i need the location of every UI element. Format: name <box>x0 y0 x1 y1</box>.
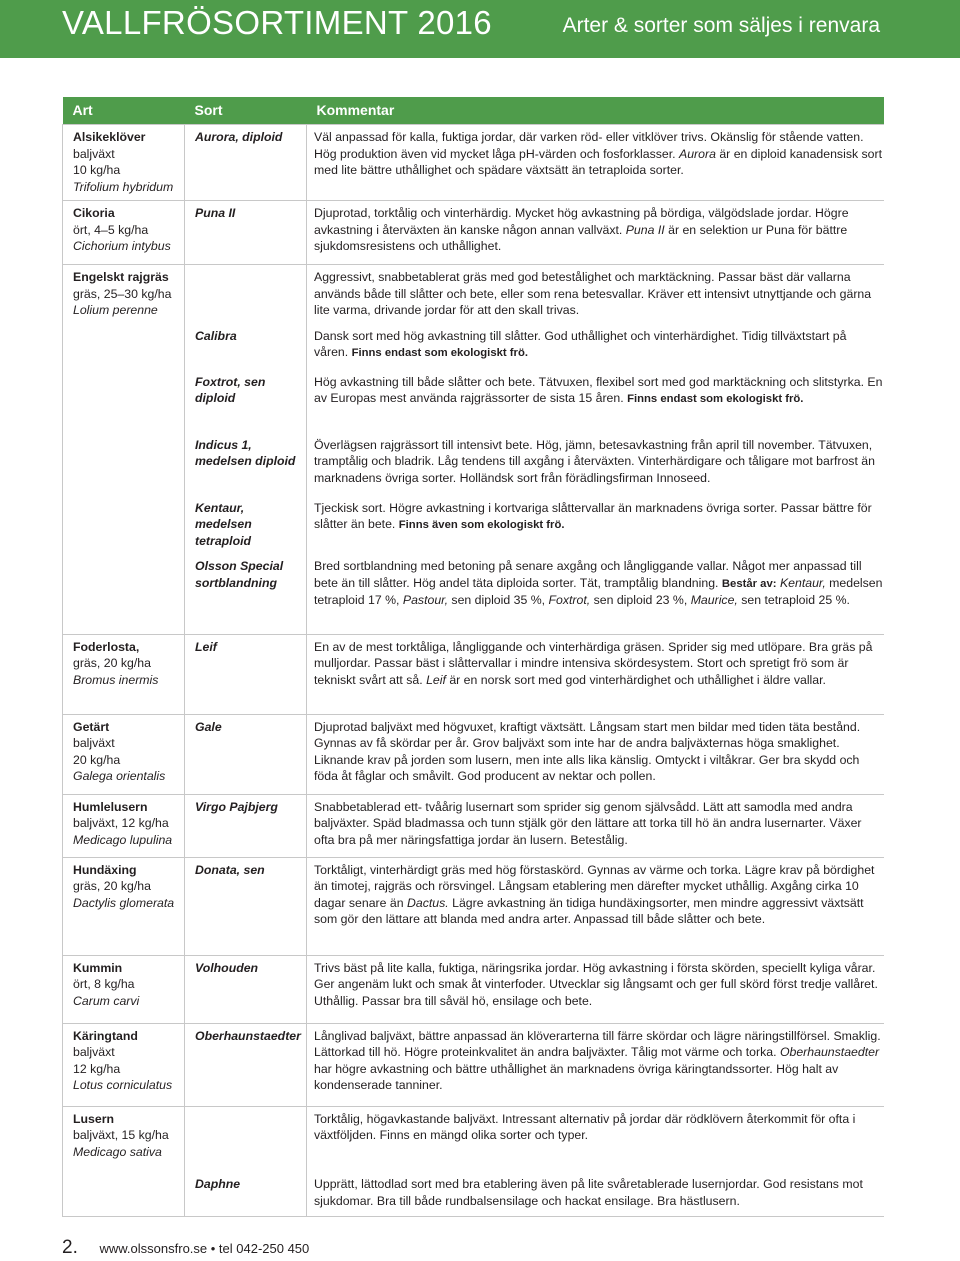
species-detail: 12 kg/ha <box>73 1061 121 1076</box>
table-row <box>63 1106 884 1172</box>
table-row <box>63 634 884 714</box>
table-row <box>63 955 884 1023</box>
table-row <box>63 496 884 555</box>
comment-cell <box>307 714 884 794</box>
comment-cell <box>307 265 884 324</box>
column-header-art: Art <box>63 97 185 125</box>
comment-text: Snabbetablerad ett- tvåårig lusernart som sprider sig genom självsådd. Lätt att samodla med andra baljväxter. Späd bladmassa och tunn stjälk gör den lättare att torka till hö än andra lusernarter. Växer ofta bra på mer näringsfattiga jordar än lusern. Betestålig. <box>314 799 862 847</box>
comment-cell <box>307 370 884 433</box>
species-cell <box>63 265 185 324</box>
comment-text: Djuprotad, torktålig och vinterhärdig. Mycket hög avkastning på bördiga, välgödslade jordar. Högre avkastning i återväxten än kanske någon annan vallväxt. <box>314 206 849 237</box>
species-name: Hundäxing <box>73 862 137 877</box>
variety-cell: Virgo Pajbjerg <box>185 794 307 857</box>
species-latin-name: Lotus corniculatus <box>73 1078 173 1092</box>
comment-text: Väl anpassad för kalla, fuktiga jordar, där varken röd- eller vitklöver trivs. Okänslig för stående vatten. Hög produktion även vid mycket låga pH-värden och fosforklasser. <box>314 130 864 161</box>
page-subtitle: Arter & sorter som säljes i renvara <box>562 14 880 37</box>
table-body <box>63 125 884 1217</box>
variety-cell: Volhouden <box>185 955 307 1023</box>
comment-text: Bred sortblandning med betoning på senare axgång och långliggande vallar. Något mer anpassad till bete än till slåtter. Hög andel täta diploida sorter. Tät, tramptålig blandning. <box>314 559 862 590</box>
species-detail: ört, 4–5 kg/ha <box>73 222 149 237</box>
species-cell <box>63 857 185 955</box>
species-detail: baljväxt <box>73 736 115 750</box>
species-cell <box>63 955 185 1023</box>
comment-note: Finns endast som ekologiskt frö. <box>351 347 528 359</box>
comment-cell <box>307 554 884 634</box>
table-row <box>63 265 884 324</box>
comment-text: Puna II <box>625 222 665 237</box>
comment-text: Oberhaunstaedter <box>779 1045 880 1059</box>
species-detail: 10 kg/ha <box>73 163 121 177</box>
comment-text: sen diploid 35 %, <box>448 593 549 607</box>
comment-cell <box>307 1023 884 1106</box>
comment-text: Pastour, <box>402 593 448 607</box>
variety-cell: Calibra <box>185 324 307 370</box>
table-row <box>63 324 884 370</box>
species-name: Engelskt rajgräs <box>73 270 169 284</box>
comment-text: Foxtrot, <box>548 593 591 607</box>
comment-text: Trivs bäst på lite kalla, fuktiga, näringsrika jordar. Hög avkastning i första skörden, speciellt kyliga vårar. Ger angenäm lukt och smak åt vinterfoder. Utvecklar sig långsamt och ger full skörd först tredje vallåret. Uthållig. Passar bra till såväl hö, ensilage och bete. <box>314 960 878 1008</box>
comment-cell <box>307 634 884 714</box>
species-latin-name: Carum carvi <box>73 993 140 1008</box>
species-detail: gräs, 20 kg/ha <box>73 656 151 670</box>
species-name: Käringtand <box>73 1028 138 1043</box>
comment-cell <box>307 496 884 555</box>
variety-cell: Oberhaunstaedter <box>185 1023 307 1106</box>
comment-text: sen tetraploid 25 %. <box>737 593 850 607</box>
table-row <box>63 857 884 955</box>
table-header-row <box>63 97 884 125</box>
species-name: Lusern <box>73 1111 114 1126</box>
variety-cell: Olsson Special sortblandning <box>185 554 307 634</box>
table-row <box>63 1172 884 1216</box>
species-cell <box>63 496 185 555</box>
species-name: Cikoria <box>73 206 115 220</box>
variety-cell: Puna II <box>185 201 307 265</box>
comment-text: Torktåligt, vinterhärdigt gräs med hög förstaskörd. Gynnas av värme och torka. Lägre krav på bördighet än timotej, rajgräs och rörsvingel. Långsam etablering men därefter mycket uthållig. Axgång cirka 10 dagar senare än <box>314 862 875 910</box>
comment-text: Leif <box>426 672 446 687</box>
comment-text: Dactus. <box>406 895 449 910</box>
table-row <box>63 125 884 201</box>
comment-cell <box>307 201 884 265</box>
header-banner <box>0 0 960 58</box>
comment-text: Torktålig, högavkastande baljväxt. Intressant alternativ på jordar där rödklövern återkommit för ofta i växtföljden. Finns en mängd olika sorter och typer. <box>314 1111 856 1142</box>
species-detail: baljväxt, 12 kg/ha <box>73 816 169 830</box>
comment-text: har högre avkastning och bättre uthållighet än marknadens övriga käringtandssorter. Hög halt av kondenserade tanniner. <box>314 1061 839 1092</box>
comment-text: Aurora <box>679 146 716 161</box>
comment-text: är en diploid kanadensisk sort med lite bättre uthållighet och spädare växtsätt än tetraploida sorter. <box>314 146 883 177</box>
comment-cell <box>307 433 884 496</box>
species-cell <box>63 370 185 433</box>
species-latin-name: Dactylis glomerata <box>73 895 175 910</box>
comment-text: Djuprotad baljväxt med högvuxet, kraftigt växtsätt. Långsam start men bildar med tiden täta bestånd. Gynnas av få skördar per år. Grov baljväxt som inte har de andra baljväxternas höga smaklighet. Liknande krav på jorden som lusern, men inte alls lika känslig. Omtyckt i viltåkrar. Ger bra skydd och föda åt fåglar och småvilt. God producent av nektar och pollen. <box>314 719 861 783</box>
species-cell <box>63 125 185 201</box>
comment-cell <box>307 324 884 370</box>
comment-cell <box>307 1106 884 1172</box>
comment-note: Finns endast som ekologiskt frö. <box>627 393 804 405</box>
column-header-sort: Sort <box>185 97 307 125</box>
species-cell <box>63 634 185 714</box>
table-row <box>63 554 884 634</box>
species-latin-name: Cichorium intybus <box>73 239 171 253</box>
comment-text: är en norsk sort med god vinterhärdighet och uthållighet i äldre vallar. <box>445 672 826 687</box>
species-detail: ört, 8 kg/ha <box>73 977 135 991</box>
species-cell <box>63 794 185 857</box>
species-latin-name: Galega orientalis <box>73 769 166 783</box>
table-row <box>63 714 884 794</box>
page-footer <box>62 1237 309 1259</box>
comment-text: Långlivad baljväxt, bättre anpassad än klöverarterna till färre skördar och lägre näringstillförsel. Smaklig. Lättorkad till hö. Högre proteinkvalitet än andra baljväxter. Tålig mot värme och torka. <box>314 1028 881 1059</box>
comment-cell <box>307 125 884 201</box>
comment-cell <box>307 1172 884 1216</box>
comment-text: är en selektion ur Puna för bättre sjukdomsresistens och uthållighet. <box>314 222 848 253</box>
variety-cell: Daphne <box>185 1172 307 1216</box>
comment-text: En av de mest torktåliga, långliggande och vinterhärdiga gräsen. Sprider sig med utlöpare. Bra gräs på mulljordar. Passar bäst i slåttervallar i mindre intensiva skördesystem. Stort och spretigt frö som är tekniskt svårt att så. <box>314 639 873 687</box>
table-row <box>63 794 884 857</box>
variety-cell: Indicus 1, medelsen diploid <box>185 433 307 496</box>
comment-text: Överlägsen rajgrässort till intensivt bete. Hög, jämn, betesavkastning från april till november. Tätvuxen, tramptålig och bladrik. Låg tendens till axgång i återväxten. Vinterhärdigare och tåligare mot barfrost än marknadens övriga sorter. Holländsk sort från förädlingsfirman Innoseed. <box>314 437 875 485</box>
variety-cell: Leif <box>185 634 307 714</box>
species-cell <box>63 714 185 794</box>
species-name: Alsikeklöver <box>73 130 146 144</box>
species-latin-name: Medicago lupulina <box>73 832 173 847</box>
species-detail: baljväxt, 15 kg/ha <box>73 1128 169 1142</box>
species-latin-name: Lolium perenne <box>73 303 158 317</box>
table-row <box>63 370 884 433</box>
species-cell <box>63 1172 185 1216</box>
variety-cell: Donata, sen <box>185 857 307 955</box>
comment-text: Kentaur, <box>779 575 826 590</box>
comment-text: Aggressivt, snabbetablerat gräs med god betestålighet och marktäckning. Passar bäst där vallarna används både till slåtter och bete, eller som rena betesvallar. Kräver ett intensivt utnyttjande och gärna lite varma, drivande jordar för att den skall trivas. <box>314 270 872 317</box>
species-detail: baljväxt <box>73 146 115 161</box>
page-title: VALLFRÖSORTIMENT 2016 <box>62 4 492 41</box>
comment-text: Hög avkastning till både slåtter och bete. Tätvuxen, flexibel sort med god marktäckning och slitstyrka. En av Europas mest använda rajgrässorter de sista 15 åren. <box>314 374 883 405</box>
species-cell <box>63 554 185 634</box>
species-detail: 20 kg/ha <box>73 752 121 767</box>
comment-note: Består av: <box>721 577 777 590</box>
comment-cell <box>307 794 884 857</box>
variety-cell: Aurora, diploid <box>185 125 307 201</box>
comment-text: medelsen tetraploid 17 %, <box>314 575 883 607</box>
species-cell <box>63 1023 185 1106</box>
comment-text: sen diploid 23 %, <box>590 593 691 607</box>
contact-info: www.olssonsfro.se • tel 042-250 450 <box>99 1241 310 1256</box>
species-cell <box>63 324 185 370</box>
column-header-kommentar: Kommentar <box>307 97 884 125</box>
variety-cell <box>185 265 307 324</box>
species-detail: baljväxt <box>73 1045 115 1059</box>
species-latin-name: Medicago sativa <box>73 1144 162 1159</box>
comment-text: Maurice, <box>690 593 738 607</box>
table-row <box>63 433 884 496</box>
species-name: Humlelusern <box>73 799 148 814</box>
variety-cell: Gale <box>185 714 307 794</box>
variety-cell: Kentaur, medelsen tetraploid <box>185 496 307 555</box>
table-row <box>63 1023 884 1106</box>
species-latin-name: Trifolium hybridum <box>73 179 174 194</box>
comment-note: Finns även som ekologiskt frö. <box>398 519 565 531</box>
variety-table <box>62 97 884 1217</box>
species-cell <box>63 1106 185 1172</box>
comment-text: Lägre avkastning än tidiga hundäxingsorter, men mindre aggressivt växtsätt som gör den lättare att blanda med andra arter. Anpassad till både slåtter och bete. <box>314 895 864 926</box>
variety-cell <box>185 1106 307 1172</box>
species-latin-name: Bromus inermis <box>73 672 159 687</box>
table-row <box>63 201 884 265</box>
variety-cell: Foxtrot, sen diploid <box>185 370 307 433</box>
comment-text: Dansk sort med hög avkastning till slåtter. God uthållighet och vinterhärdighet. Tidig tillväxtstart på våren. <box>314 328 847 359</box>
comment-text: Tjeckisk sort. Högre avkastning i kortvariga slåttervallar än marknadens övriga sorter. Passar bättre för slåtter än bete. <box>314 500 872 531</box>
species-name: Getärt <box>73 719 110 734</box>
species-name: Kummin <box>73 960 123 975</box>
page-number: 2. <box>62 1237 78 1258</box>
comment-text: Upprätt, lättodlad sort med bra etablering även på lite svåretablerade lusernjordar. God resistans mot sjukdomar. Bra till både rundbalsensilage och hackat ensilage. Bra hästlusern. <box>314 1177 863 1208</box>
species-cell <box>63 201 185 265</box>
comment-cell <box>307 857 884 955</box>
species-cell <box>63 433 185 496</box>
comment-cell <box>307 955 884 1023</box>
species-detail: gräs, 25–30 kg/ha <box>73 286 172 301</box>
species-name: Foderlosta, <box>73 639 140 654</box>
species-detail: gräs, 20 kg/ha <box>73 879 151 893</box>
